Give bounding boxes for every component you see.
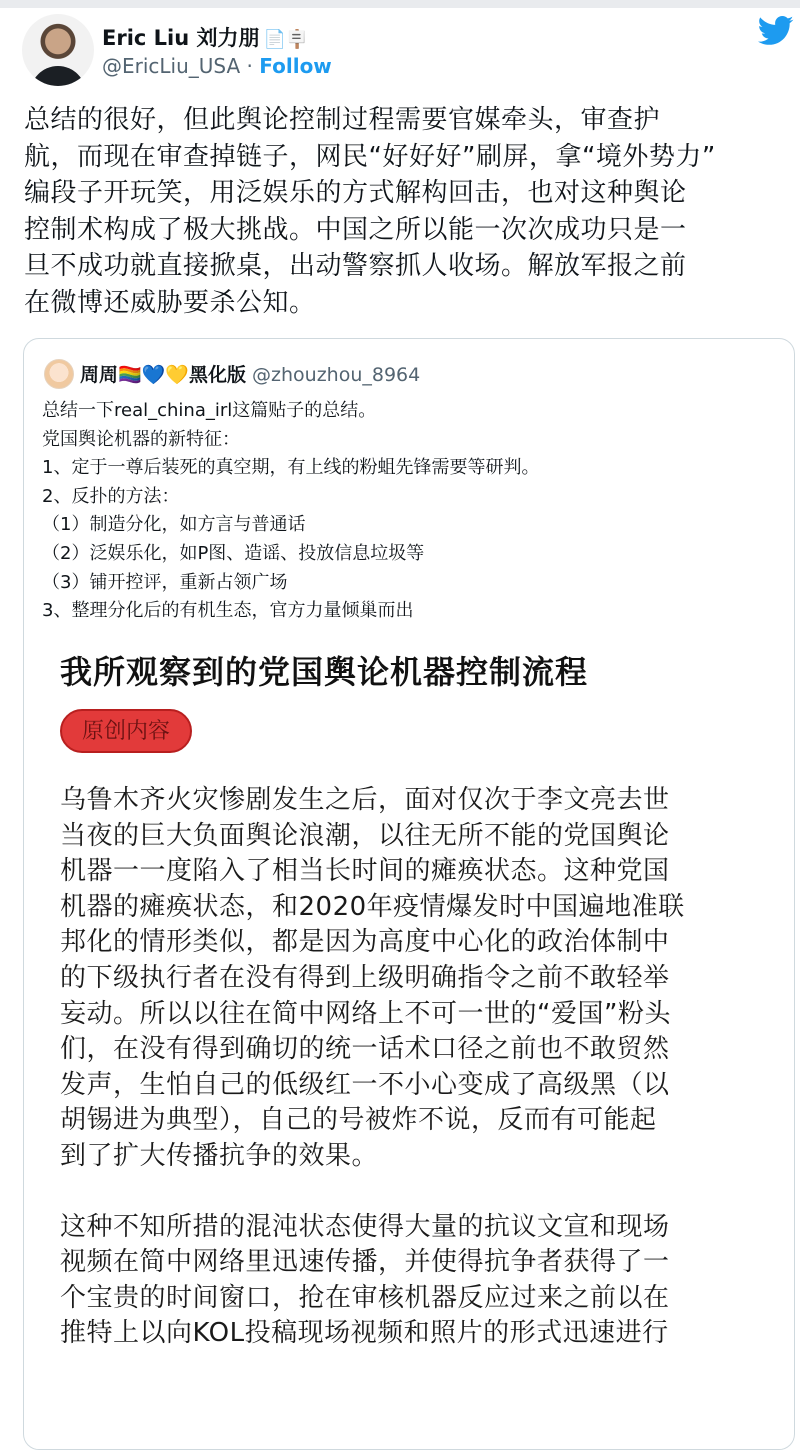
- quoted-avatar[interactable]: [44, 359, 74, 389]
- quoted-image[interactable]: [34, 635, 784, 1450]
- image-text-line: 胡锡进为典型），自己的号被炸不说，反而有可能起: [60, 1105, 657, 1136]
- quoted-text-line: 1、定于一尊后装死的真空期，有上线的粉蛆先锋需要等研判。: [42, 457, 540, 479]
- author-emojis: 📄🪧: [263, 29, 309, 50]
- tweet-text: [24, 102, 784, 321]
- quoted-text: [42, 397, 539, 626]
- quoted-tweet-card[interactable]: [23, 338, 795, 1450]
- image-text-line: 的下级执行者在没有得到上级明确指令之前不敢轻举: [60, 962, 670, 993]
- image-text-line: 机器的瘫痪状态，和2020年疫情爆发时中国遍地准联: [60, 891, 685, 922]
- tweet-text-line: 旦不成功就直接掀桌，出动警察抓人收场。解放军报之前: [24, 251, 687, 281]
- image-text-line: 乌鲁木齐火灾惨剧发生之后，面对仅次于李文亮去世: [60, 785, 670, 815]
- quoted-text-line: （2）泛娱乐化，如P图、造谣、投放信息垃圾等: [42, 542, 425, 564]
- quoted-text-line: （1）制造分化，如方言与普通话: [42, 514, 306, 536]
- quoted-handle[interactable]: @zhouzhou_8964: [252, 364, 421, 386]
- tweet-text-line: 控制术构成了极大挑战。中国之所以能一次次成功只是一: [24, 214, 687, 245]
- tweet-text-line: 航，而现在审查掉链子，网民“好好好”刷屏，拿“境外势力”: [24, 141, 716, 172]
- image-text-line: 妄动。所以以往在简中网络上不可一世的“爱国”粉头: [60, 998, 671, 1029]
- image-text-line: 当夜的巨大负面舆论浪潮，以往无所不能的党国舆论: [60, 820, 670, 851]
- author-name-text[interactable]: Eric Liu 刘力朋: [102, 26, 260, 50]
- quoted-author-name[interactable]: 周周: [80, 364, 119, 386]
- original-content-badge: 原创内容: [60, 709, 192, 753]
- top-strip: [0, 0, 800, 8]
- image-text-line: 们，在没有得到确切的统一话术口径之前也不敢贸然: [60, 1034, 670, 1065]
- image-text-line: 个宝贵的时间窗口，抢在审核机器反应过来之前以在: [60, 1282, 670, 1313]
- quoted-name-emojis: 🏳️‍🌈💙💛: [118, 364, 189, 386]
- quoted-text-line: 2、反扑的方法：: [42, 485, 180, 507]
- follow-button[interactable]: Follow: [259, 54, 332, 78]
- twitter-bird-icon[interactable]: [758, 16, 794, 46]
- quoted-text-line: 总结一下real_china_irl这篇贴子的总结。: [42, 400, 377, 421]
- image-text-line: 这种不知所措的混沌状态使得大量的抗议文宣和现场: [60, 1211, 670, 1242]
- quoted-text-line: （3）铺开控评，重新占领广场: [42, 571, 288, 593]
- quoted-text-line: 3、整理分化后的有机生态，官方力量倾巢而出: [42, 600, 414, 622]
- image-text-line: 机器一一度陷入了相当长时间的瘫痪状态。这种党国: [60, 856, 670, 887]
- image-text-line: 推特上以向KOL投稿现场视频和照片的形式迅速进行: [60, 1318, 669, 1349]
- image-text-line: 到了扩大传播抗争的效果。: [60, 1140, 379, 1171]
- tweet-text-line: 在微博还威胁要杀公知。: [24, 287, 316, 318]
- tweet-text-line: 编段子开玩笑，用泛娱乐的方式解构回击，也对这种舆论: [24, 178, 687, 208]
- image-text-line: 发声，生怕自己的低级红一不小心变成了高级黑（以: [60, 1069, 670, 1100]
- tweet-text-line: 总结的很好，但此舆论控制过程需要官媒牵头，审查护: [24, 105, 661, 135]
- author-avatar[interactable]: [22, 14, 94, 86]
- author-name[interactable]: [102, 22, 308, 52]
- author-handle[interactable]: @EricLiu_USA: [102, 54, 241, 78]
- quoted-author-line: [80, 360, 420, 387]
- image-body-text: [60, 783, 685, 1352]
- image-text-line: 视频在简中网络里迅速传播，并使得抗争者获得了一: [60, 1247, 670, 1278]
- author-handle-line: [102, 54, 332, 78]
- separator-dot: ·: [246, 54, 253, 78]
- paragraph-gap: [60, 1175, 685, 1210]
- quoted-name-suffix: 黑化版: [189, 364, 247, 386]
- image-text-line: 邦化的情形类似，都是因为高度中心化的政治体制中: [60, 927, 670, 958]
- image-title: 我所观察到的党国舆论机器控制流程: [60, 653, 589, 691]
- quoted-text-line: 党国舆论机器的新特征：: [42, 428, 240, 450]
